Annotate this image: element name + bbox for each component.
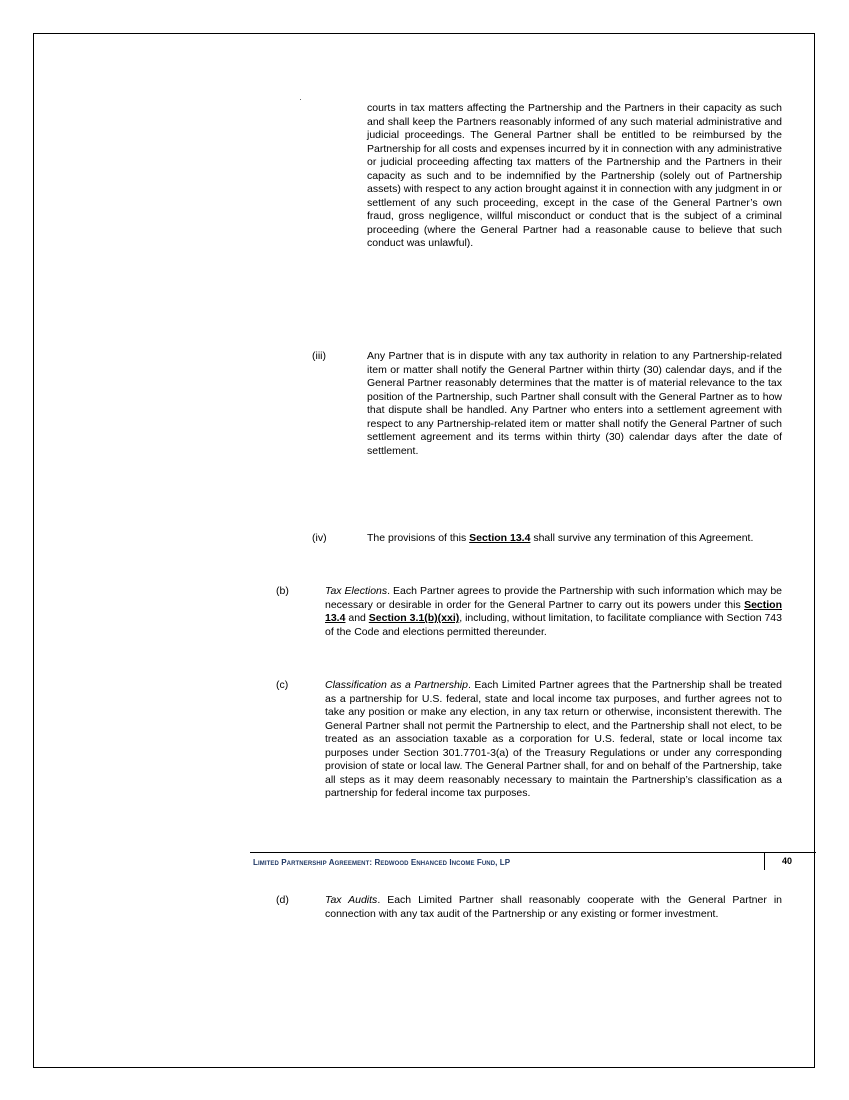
page-footer	[250, 852, 816, 870]
item-iv-text	[367, 532, 782, 546]
item-b-text-1: . Each Partner agrees to provide the Partnership with such information which may be necessary or desirable in order for the General Partner to carry out its powers under this	[325, 585, 783, 611]
item-b-text	[325, 585, 782, 639]
item-c-title: Classification as a Partnership	[325, 679, 468, 691]
item-iv-label: (iv)	[312, 532, 327, 544]
item-b-text-3: , including, without limitation, to facilitate compliance with Section 743 of the Code and elections permitted thereunder.	[325, 612, 782, 638]
continued-paragraph: courts in tax matters affecting the Partnership and the Partners in their capacity as such and shall keep the Partners reasonably informed of any such material administrative and judicial proceedings. The General Partner shall be entitled to be reimbursed by the Partnership for all costs and expenses incurred by it in connection with any administrative or judicial proceeding affecting tax matters of the Partnership and the Partners in their capacity as such and to be indemnified by the Partnership (solely out of Partnership assets) with respect to any action brought against it in connection with any judgment in or settlement of any such proceeding, except in the case of the General Partner’s own fraud, gross negligence, willful misconduct or conduct that is the subject of a criminal proceeding (where the General Partner had a reasonable cause to believe that such conduct was unlawful).	[367, 102, 782, 249]
item-iii-text: Any Partner that is in dispute with any tax authority in relation to any Partnership-related item or matter shall notify the General Partner within thirty (30) calendar days, and if the General Partner reasonably determines that the matter is of material relevance to the tax position of the Partnership, such Partner shall consult with the General Partner as to how that dispute shall be handled. Any Partner who enters into a settlement agreement with respect to any Partnership-related item or matter shall notify the General Partner of such settlement agreement and its terms within thirty (30) calendar days after the date of settlement.	[367, 350, 782, 457]
item-c-label: (c)	[276, 679, 289, 691]
item-c-text	[325, 679, 782, 801]
item-b-text-2: and	[345, 612, 369, 624]
stray-dot	[300, 99, 301, 100]
item-c-body: . Each Limited Partner agrees that the Partnership shall be treated as a partnership for U.S. federal, state and local income tax purposes, and further agrees not to take any position or make any election, in any tax return or otherwise, inconsistent therewith. The General Partner shall not permit the Partnership to elect, and the Partnership shall not elect, to be treated as an association taxable as a corporation for U.S. federal, state or local income tax purposes under Section 301.7701-3(a) of the Treasury Regulations or under any corresponding provision of state or local law. The General Partner shall, for and on behalf of the Partnership, take all steps as it may deem reasonably necessary to maintain the Partnership’s classification as a partnership for federal income tax purposes.	[325, 679, 782, 799]
item-iii-label: (iii)	[312, 350, 326, 362]
section-13-4-link[interactable]: Section 13.4	[469, 532, 531, 544]
item-b-label: (b)	[276, 585, 289, 597]
item-d-title: Tax Audits	[325, 894, 378, 906]
item-d-body: . Each Limited Partner shall reasonably cooperate with the General Partner in connection with any tax audit of the Partnership or any existing or former investment.	[325, 894, 782, 920]
item-iv-text-after: shall survive any termination of this Agreement.	[530, 532, 754, 544]
section-3-1-b-xxi-link[interactable]: Section 3.1(b)(xxi)	[368, 612, 460, 624]
footer-title: Limited Partnership Agreement: Redwood Enhanced Income Fund, LP	[253, 858, 511, 867]
item-d-label: (d)	[276, 894, 289, 906]
page-number-box	[764, 853, 816, 870]
item-b-title: Tax Elections	[325, 585, 388, 597]
item-d-text	[325, 894, 782, 921]
document-page	[33, 33, 815, 1068]
item-iv-text-before: The provisions of this	[367, 532, 470, 544]
page-number: 40	[781, 856, 792, 866]
section-13-4-link[interactable]: Section 13.4	[325, 598, 782, 624]
